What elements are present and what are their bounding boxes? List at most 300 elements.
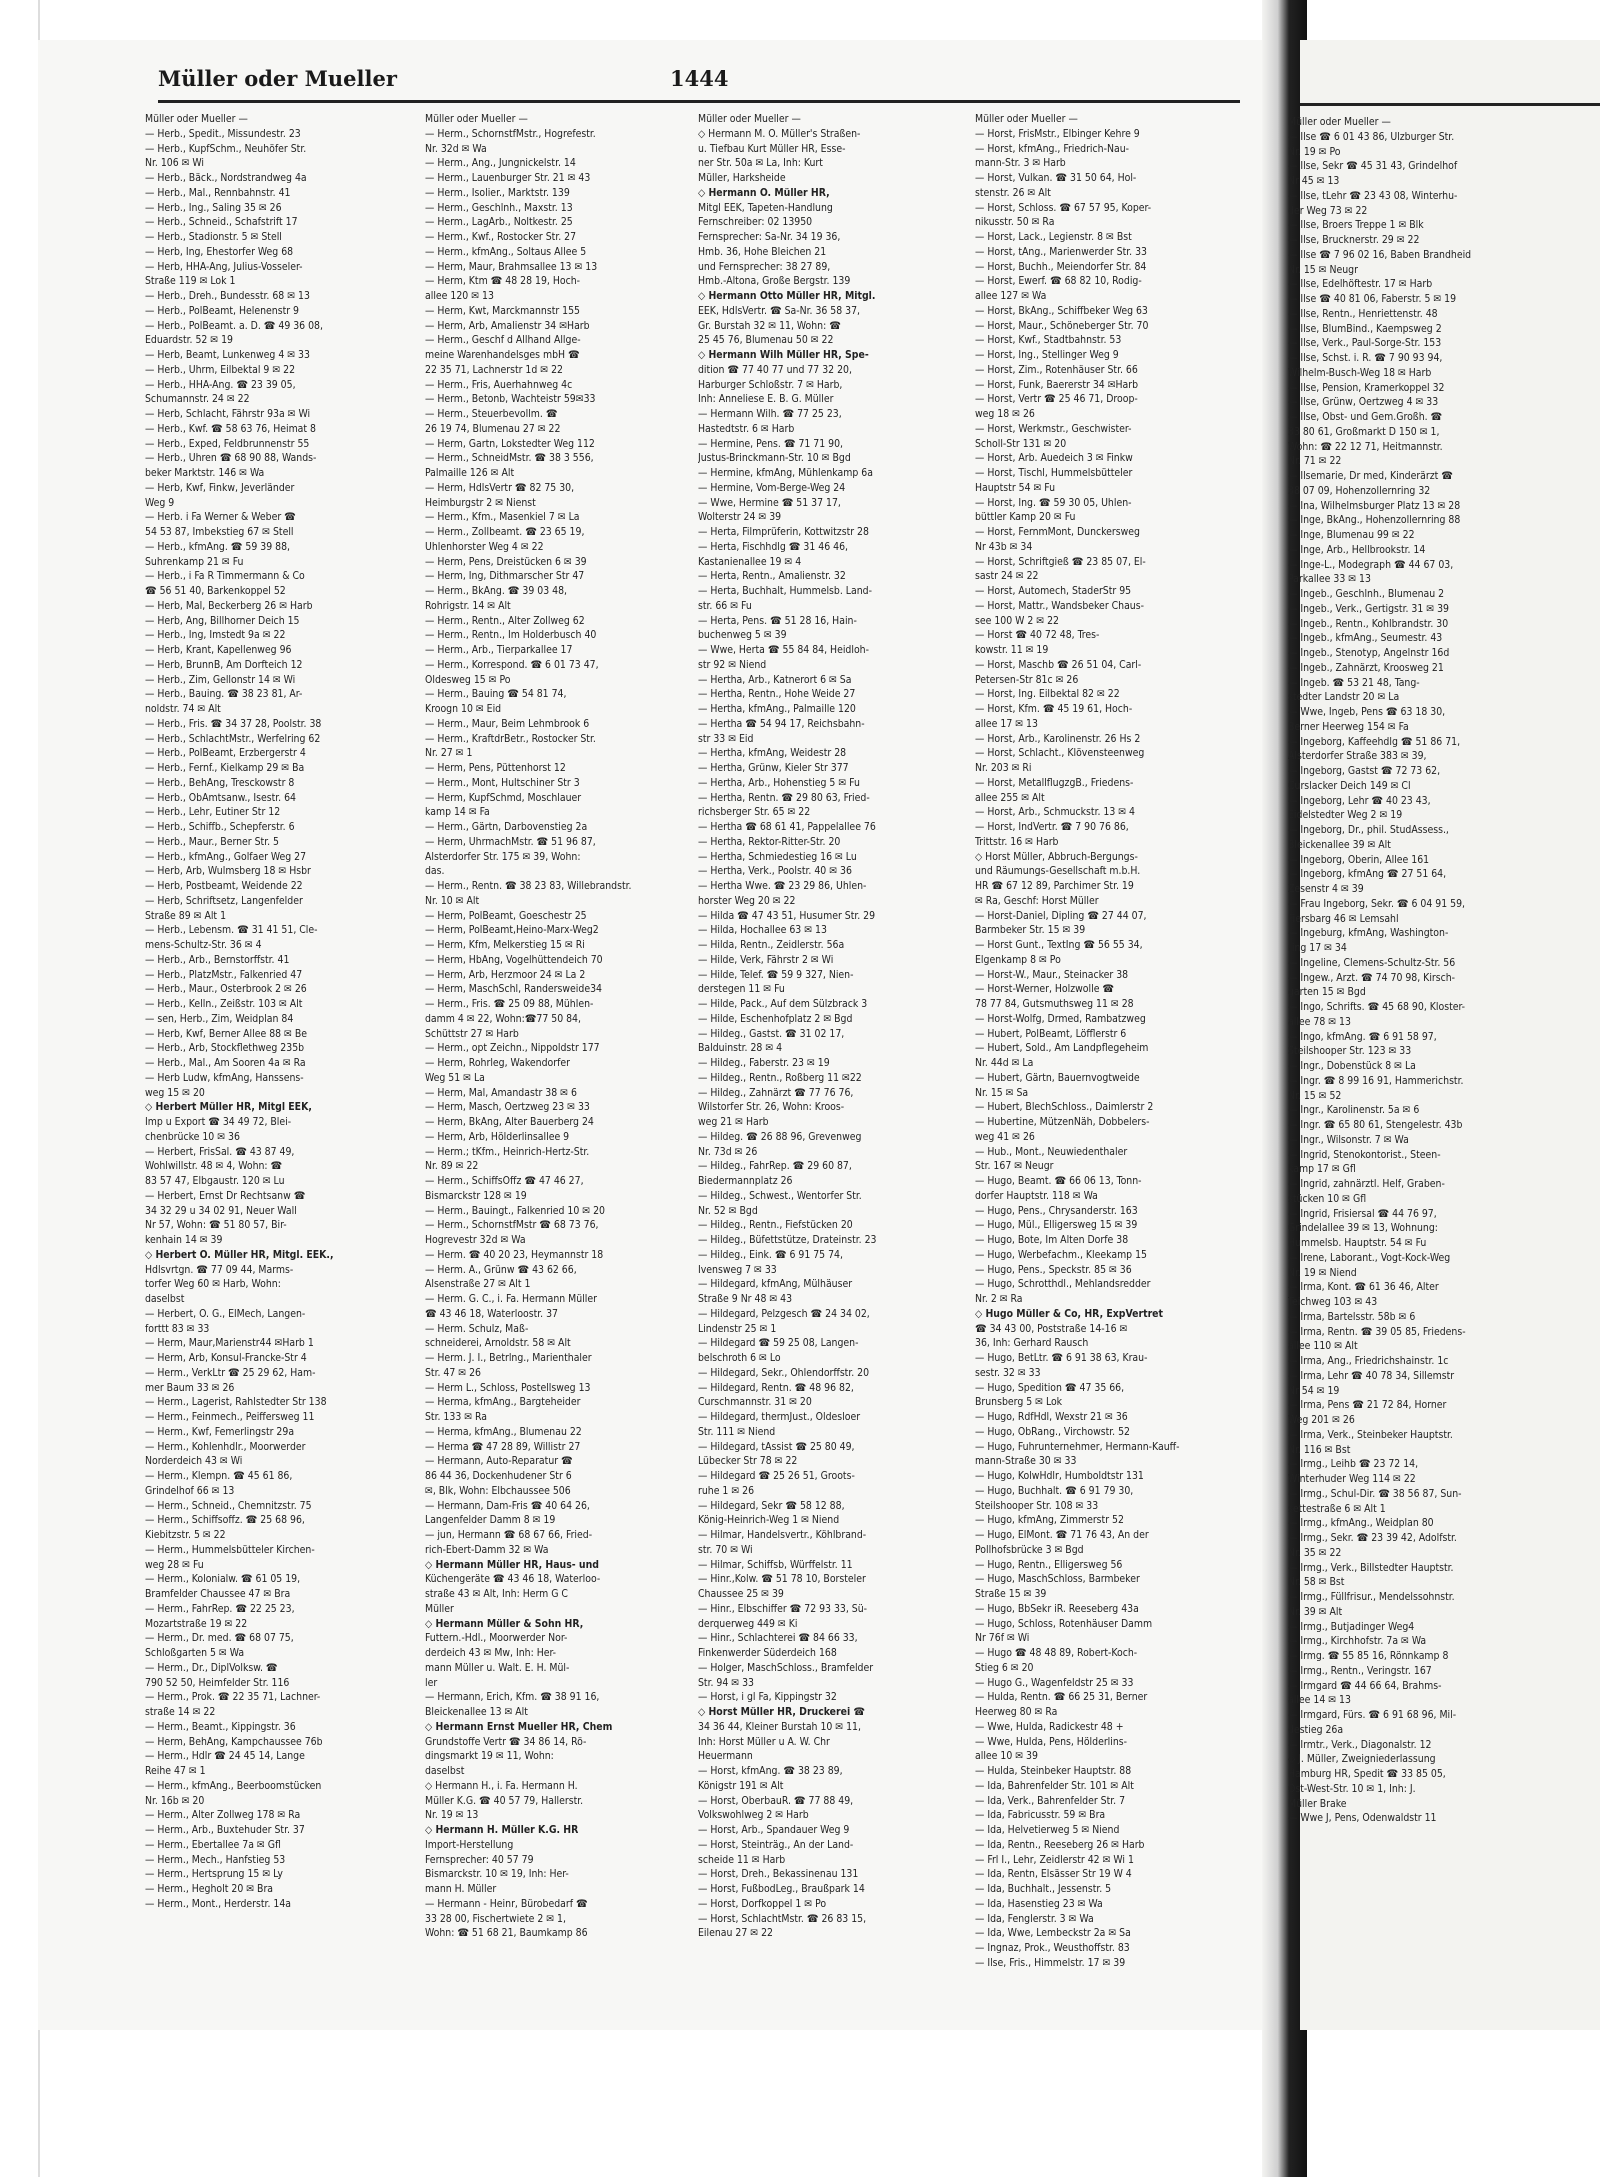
directory-entry-line: Wohlwillstr. 48 ✉ 4, Wohn: ☎ [145,1160,283,1173]
directory-entry-line: — Hildeg., Rentn., Roßberg 11 ✉22 [698,1071,862,1084]
directory-entry-line: Müller Brake [1288,1797,1347,1810]
directory-entry-line: Fiersbarg 46 ✉ Lemsahl [1288,912,1399,925]
directory-entry-line: — Horst, Arb., Spandauer Weg 9 [698,1824,850,1836]
directory-entry-line: — Hildegard ☎ 25 26 51, Groots- [698,1470,855,1482]
directory-entry-line: — Ina, Wilhelmsburger Platz 13 ✉ 28 [1288,499,1461,512]
directory-entry-line: — Herb, Schlacht, Fährstr 93a ✉ Wi [145,408,311,420]
directory-entry-line: — Hildegard, Rentn. ☎ 48 96 82, [698,1381,854,1394]
directory-entry-line: — Ingeburg, kfmAng, Washington- [1288,927,1449,940]
directory-entry-line: Fernschreiber: 02 13950 [698,216,813,229]
directory-entry-line: — Frau Ingeborg, Sekr. ☎ 6 04 91 59, [1288,897,1465,910]
directory-entry-line: — Ingr. ☎ 8 99 16 91, Hammerichstr. [1288,1074,1464,1087]
directory-entry-line: Heuermann [698,1750,753,1763]
directory-entry-line: — Ida, Buchhalt., Jessenstr. 5 [975,1883,1112,1895]
directory-entry-line: EEK, HdlsVertr. ☎ Sa-Nr. 36 58 37, [698,304,861,317]
directory-entry-line: — Irma, Ang., Friedrichshainstr. 1c [1288,1355,1449,1367]
directory-entry-line: beker Marktstr. 146 ✉ Wa [145,467,265,479]
directory-entry-line: Rohrigstr. 14 ✉ Alt [425,599,511,612]
directory-entry-line: — Herb., i Fa R Timmermann & Co [145,570,305,583]
directory-entry-line: Str. 167 ✉ Neugr [975,1160,1054,1173]
directory-entry-line: Müller, Harksheide [698,172,786,184]
directory-entry-line: — Herm., Hummelsbütteler Kirchen- [145,1543,315,1556]
directory-entry-line: 38 07 09, Hohenzollernring 32 [1288,484,1431,497]
directory-entry-line: — Herm., SchornstfMstr., Hogrefestr. [425,127,596,140]
directory-entry-line: kamp 14 ✉ Fa [425,806,490,819]
directory-entry-line: — Herb, Ing, Ehestorfer Weg 68 [145,245,294,258]
directory-entry-line: — Wwe, Herta ☎ 55 84 84, Heidloh- [698,644,869,656]
directory-entry-line: weg 21 ✉ Harb [698,1116,769,1128]
column-continuation-head: Müller oder Mueller — [145,113,248,125]
directory-entry-line: — Herb., Spedit., Missundestr. 23 [145,127,301,140]
directory-entry-line: — Horst-W., Maur., Steinacker 38 [975,968,1129,981]
directory-entry-line: büttler Kamp 20 ✉ Fu [975,511,1076,524]
directory-entry-line: — Herm., Hdlr ☎ 24 45 14, Lange [145,1750,305,1763]
directory-entry-line: Nr 57, Wohn: ☎ 51 80 57, Bir- [145,1219,287,1232]
directory-entry-line: Nr. 32d ✉ Wa [425,142,487,155]
directory-entry-line: — Herbert, FrisSal. ☎ 43 87 49, [145,1145,295,1158]
scan-left-margin [0,0,40,2177]
directory-entry-line: settestraße 6 ✉ Alt 1 [1288,1502,1386,1515]
directory-entry-line: — Herm., Lagerist, Rahlstedter Str 138 [145,1396,327,1409]
directory-entry-line: Heimburgstr 2 ✉ Nienst [425,496,536,509]
directory-entry-line: — Frl I., Lehr, Zeidlerstr 42 ✉ Wi 1 [975,1853,1134,1866]
directory-entry-line: — Hertha, kfmAng, Weidestr 28 [698,747,847,760]
directory-entry-line: — Ida, Bahrenfelder Str. 101 ✉ Alt [975,1779,1134,1792]
directory-entry-line: — Hugo, Mül., Elligersweg 15 ✉ 39 [975,1219,1138,1232]
directory-entry-line: Grindelallee 39 ✉ 13, Wohnung: [1288,1222,1438,1235]
directory-entry-line: — Ilse, Verk., Paul-Sorge-Str. 153 [1288,337,1442,350]
directory-entry-line: Nr. 10 ✉ Alt [425,894,480,907]
directory-entry-line: — Herm., Schneid., Chemnitzstr. 75 [145,1499,312,1512]
directory-entry-line: — Horst, Ing., Stellinger Weg 9 [975,349,1119,361]
directory-entry-line: — Ingew., Arzt. ☎ 74 70 98, Kirsch- [1288,971,1456,984]
directory-entry-line: — Herb., Lehr, Eutiner Str 12 [145,806,281,819]
directory-entry-line: — Horst, Lack., Legienstr. 8 ✉ Bst [975,231,1132,243]
directory-entry-line: — Hugo, KolwHdlr, Humboldtstr 131 [975,1470,1144,1482]
directory-entry-line: — Hilda, Hochallee 63 ✉ 13 [698,924,827,937]
directory-entry-line: — Herb., Zim, Gellonstr 14 ✉ Wi [145,673,296,686]
directory-entry-line: ◇ Hermann Otto Müller HR, Mitgl. [698,290,876,302]
directory-entry-line: — Herm., SchiffsOffz ☎ 47 46 27, [425,1175,584,1187]
directory-entry-line: — Horst, Automech, StaderStr 95 [975,585,1132,597]
directory-entry-line: kenhain 14 ✉ 39 [145,1234,223,1246]
directory-entry-line: Gr. Burstah 32 ✉ 11, Wohn: ☎ [698,319,841,332]
directory-entry-line: — Herm., Kwf., Rostocker Str. 27 [425,231,577,243]
directory-entry-line: Nr. 15 ✉ Sa [975,1086,1029,1099]
directory-entry-line: Nr. 39 ✉ Alt [1288,1605,1343,1618]
directory-entry-line: — Horst, Mattr., Wandsbeker Chaus- [975,599,1144,612]
directory-entry-line: Weg 201 ✉ 26 [1288,1414,1355,1426]
directory-entry-line: — Herm, Kwt, Marckmannstr 155 [425,304,581,317]
directory-entry-line: ring 17 ✉ 34 [1288,942,1347,954]
directory-entry-line: — Ilse, Edelhöftestr. 17 ✉ Harb [1288,278,1433,291]
directory-entry-line: sestr. 32 ✉ 33 [975,1366,1041,1379]
directory-entry-line: — Herm., Zollbeamt. ☎ 23 65 19, [425,526,585,538]
directory-entry-line: — Irmg., Schul-Dir. ☎ 38 56 87, Sun- [1288,1487,1462,1500]
directory-entry-line: — Herm., Geschlnh., Maxstr. 13 [425,201,573,214]
directory-entry-line: Küchengeräte ☎ 43 46 18, Waterloo- [425,1573,601,1586]
directory-entry-line: Ost-West-Str. 10 ✉ 1, Inh: J. [1288,1782,1416,1795]
directory-entry-line: — Hildeg., Büfettstütze, Drateinstr. 23 [698,1234,877,1246]
directory-entry-line: — Herm., opt Zeichn., Nippoldstr 177 [425,1042,600,1055]
directory-entry-line: Curslacker Deich 149 ✉ Cl [1288,779,1411,792]
directory-entry-line: — Ida, Fenglerstr. 3 ✉ Wa [975,1912,1094,1925]
directory-entry-line: Straße 119 ✉ Lok 1 [145,275,236,288]
directory-entry-line: — Herb., PlatzMstr., Falkenried 47 [145,968,303,981]
directory-entry-line: — Hildeg., Zahnärzt ☎ 77 76 76, [698,1086,854,1099]
directory-entry-line: torfer Weg 60 ✉ Harb, Wohn: [145,1278,281,1291]
directory-entry-line: — Hubertine, MützenNäh, Dobbelers- [975,1116,1150,1128]
directory-entry-line: — Herm., kfmAng., Beerboomstücken [145,1779,322,1792]
directory-entry-line: der Weg 73 ✉ 22 [1288,204,1368,217]
directory-entry-line: mann H. Müller [425,1883,497,1895]
directory-entry-line: — Hildegard, kfmAng, Mülhäuser [698,1278,853,1291]
directory-entry-line: Straße 15 ✉ 39 [975,1588,1047,1600]
directory-entry-line: — Herm., Bauingt., Falkenried 10 ✉ 20 [425,1204,605,1217]
directory-entry-line: — Hugo, Rentn., Elligersweg 56 [975,1558,1123,1571]
directory-entry-line: Palmaille 126 ✉ Alt [425,467,515,479]
directory-entry-line: — Herm, Arb, Amalienstr 34 ✉Harb [425,319,590,332]
directory-entry-line: — Ilse, Rentn., Henriettenstr. 48 [1288,307,1438,320]
directory-entry-line: — Irmg., Füllfrisur., Mendelssohnstr. [1288,1591,1455,1603]
directory-entry-line: Nr. 71 ✉ 22 [1288,455,1342,468]
directory-entry-line: — Horst, Arb. Auedeich 3 ✉ Finkw [975,452,1133,465]
directory-entry-line: — Herm., Schiffsoffz. ☎ 25 68 96, [145,1514,305,1527]
directory-entry-line: — Herm., Maur, Beim Lehmbrook 6 [425,717,590,730]
directory-entry-line: — Irmg., Leihb ☎ 23 72 14, [1288,1458,1419,1471]
column-continuation-head: Müller oder Mueller — [698,113,801,125]
directory-entry-line: Alsterdorfer Straße 383 ✉ 39, [1288,750,1427,763]
directory-entry-line: ◇ Hermann O. Müller HR, [698,186,830,199]
directory-entry-line: — Hertha, Rentn., Hohe Weide 27 [698,688,856,701]
directory-entry-line: Nr. 116 ✉ Bst [1288,1443,1351,1456]
directory-entry-line: — Herm, Ktm ☎ 48 28 19, Hoch- [425,275,581,288]
directory-entry-line: — Hildeg. ☎ 26 88 96, Grevenweg [698,1130,862,1143]
directory-entry-line: — Hermann, Auto-Reparatur ☎ [425,1455,573,1468]
directory-entry-line: — Herma, kfmAng., Blumenau 22 [425,1425,582,1438]
directory-entry-line: allee 14 ✉ 13 [1288,1694,1351,1707]
directory-entry-line: Hdlsvrtgn. ☎ 77 09 44, Marms- [145,1263,294,1276]
directory-entry-line: — Hildeg., Rentn., Fiefstücken 20 [698,1219,853,1232]
directory-entry-line: — Herb., Mal., Rennbahnstr. 41 [145,186,291,199]
directory-entry-line: — Hulda, Steinbeker Hauptstr. 88 [975,1765,1132,1777]
directory-entry-line: — Hildegard ☎ 59 25 08, Langen- [698,1337,859,1350]
directory-entry-line: — Hilde, Verk, Fährstr 2 ✉ Wi [698,953,834,966]
directory-entry-line: Nr. 2 ✉ Ra [975,1293,1023,1305]
directory-entry-line: Hmb.-Altona, Große Bergstr. 139 [698,275,851,288]
directory-entry-line: — Herm., Fris, Auerhahnweg 4c [425,378,573,391]
directory-entry-line: König-Heinrich-Weg 1 ✉ Niend [698,1514,840,1527]
directory-entry-line: — Herm., Rentn., Alter Zollweg 62 [425,614,585,627]
directory-entry-line: Parkallee 33 ✉ 13 [1288,573,1371,586]
directory-entry-line: Nr. 106 ✉ Wi [145,157,205,170]
directory-entry-line: — Herb., Ing, Imstedt 9a ✉ 22 [145,629,286,642]
entry-column-2 [425,112,697,2022]
directory-entry-line: Nr 54 ✉ 19 [1288,1384,1340,1397]
directory-entry-line: Uhlenhorster Weg 4 ✉ 22 [425,540,544,553]
directory-entry-line: — Horst, Kfm. ☎ 45 19 61, Hoch- [975,703,1133,715]
directory-entry-line: daselbst [145,1293,185,1305]
directory-entry-line: — Herbert, O. G., ElMech, Langen- [145,1307,306,1320]
directory-entry-line: — Hilde, Pack., Auf dem Sülzbrack 3 [698,998,868,1010]
directory-entry-line: — Herb., Stadionstr. 5 ✉ Stell [145,231,282,243]
directory-entry-line: — Herm., Steuerbevollm. ☎ [425,408,558,420]
directory-entry-line: Volkswohlweg 2 ✉ Harb [698,1809,809,1822]
directory-entry-line: — Herm, Arb, Herzmoor 24 ✉ La 2 [425,968,586,981]
directory-entry-line: — Herm. Schulz, Maß- [425,1322,529,1335]
entry-column-1 [145,112,417,2022]
directory-entry-line: — Herm., Hegholt 20 ✉ Bra [145,1883,274,1895]
directory-entry-line: — Wwe, Ingeb, Pens ☎ 63 18 30, [1288,706,1446,718]
column-continuation-head: Müller oder Mueller — [975,113,1078,125]
directory-entry-line: — Horst, Werkmstr., Geschwister- [975,422,1132,435]
directory-entry-line: weg 28 ✉ Fu [145,1558,204,1571]
directory-entry-line: — Inge, Blumenau 99 ✉ 22 [1288,529,1415,541]
directory-entry-line: — Herma, kfmAng., Bargteheider [425,1396,581,1409]
directory-entry-line: — Ingeborg, Gastst ☎ 72 73 62, [1288,765,1441,777]
directory-entry-line: — Herm, BkAng, Alter Bauerberg 24 [425,1116,594,1128]
directory-entry-line: — Herb., Bauing. ☎ 38 23 81, Ar- [145,688,303,701]
directory-entry-line: — Horst, i gl Fa, Kippingstr 32 [698,1691,837,1704]
directory-entry-line: Winterhuder Weg 114 ✉ 22 [1288,1473,1416,1485]
directory-entry-line: — Irmgard ☎ 44 66 64, Brahms- [1288,1679,1442,1692]
directory-entry-line: Nr. 203 ✉ Ri [975,762,1032,774]
directory-entry-line: — Irmg., Kirchhofstr. 7a ✉ Wa [1288,1635,1427,1648]
directory-entry-line: — Inge, BkAng., Hohenzollernring 88 [1288,514,1461,527]
directory-entry-line: — Herb, HHA-Ang, Julius-Vosseler- [145,260,303,273]
directory-entry-line: Eduardstr. 52 ✉ 19 [145,334,233,347]
directory-entry-line: allee 10 ✉ 39 [975,1750,1038,1763]
directory-entry-line: Curschmannstr. 31 ✉ 20 [698,1396,812,1409]
directory-entry-line: Schloßgarten 5 ✉ Wa [145,1647,245,1659]
directory-entry-line: — Horst, Funk, Baererstr 34 ✉Harb [975,378,1139,391]
directory-entry-line: — Ingeline, Clemens-Schultz-Str. 56 [1288,956,1456,969]
directory-entry-line: — Ingr., Wilsonstr. 7 ✉ Wa [1288,1133,1409,1146]
directory-entry-line: — Herm. G. C., i. Fa. Hermann Müller [425,1293,597,1305]
directory-entry-line: — Ingr. ☎ 65 80 61, Stengelestr. 43b [1288,1119,1463,1131]
directory-entry-line: ◇ Hermann Müller HR, Haus- und [425,1558,599,1571]
directory-entry-line: — Hulda, Rentn. ☎ 66 25 31, Berner [975,1691,1148,1704]
directory-entry-line: — Herm, Rohrleg, Wakendorfer [425,1057,570,1069]
directory-entry-line: derdeich 43 ✉ Mw, Inh: Her- [425,1647,557,1659]
directory-entry-line: 78 77 84, Gutsmuthsweg 11 ✉ 28 [975,998,1134,1010]
directory-entry-line: — Ilse ☎ 7 96 02 16, Baben Brandheid [1288,248,1472,261]
directory-entry-line: scheide 11 ✉ Harb [698,1853,786,1866]
directory-entry-line: HR ☎ 67 12 89, Parchimer Str. 19 [975,880,1134,892]
directory-entry-line: — Hildeg., FahrRep. ☎ 29 60 87, [698,1160,852,1173]
directory-entry-line: — Hugo, Beamt. ☎ 66 06 13, Tonn- [975,1175,1142,1187]
directory-entry-line: — Horst, Arb., Karolinenstr. 26 Hs 2 [975,732,1141,745]
directory-entry-line: Müller [425,1602,454,1615]
directory-entry-line: — Hubert, Gärtn, Bauernvogtweide [975,1071,1140,1084]
directory-entry-line: Petersen-Str 81c ✉ 26 [975,673,1079,686]
directory-entry-line: — Herm, Gartn, Lokstedter Weg 112 [425,437,595,450]
directory-entry-line: — Herm, HdlsVertr ☎ 82 75 30, [425,481,575,494]
directory-entry-line: — Holger, MaschSchloss., Bramfelder [698,1661,874,1674]
directory-entry-line: — Herm., Ang., Jungnickelstr. 14 [425,157,576,170]
page-header [158,60,1238,102]
directory-entry-line: — Herm., Lauenburger Str. 21 ✉ 43 [425,172,591,184]
directory-entry-line: u. Tiefbau Kurt Müller HR, Esse- [698,142,846,155]
directory-entry-line: Brunsberg 5 ✉ Lok [975,1396,1063,1409]
directory-entry-line: Str. 111 ✉ Niend [698,1425,776,1438]
directory-entry-line: — Irmg., Rentn., Veringstr. 167 [1288,1664,1432,1677]
directory-entry-line: — Hilde, Eschenhofplatz 2 ✉ Bgd [698,1012,853,1025]
directory-entry-line: — Hub., Mont., Neuwiedenthaler [975,1145,1128,1158]
directory-entry-line: Hamburg HR, Spedit ☎ 33 85 05, [1288,1768,1446,1780]
directory-entry-line: — Herm., Dr. med. ☎ 68 07 75, [145,1632,294,1645]
directory-entry-line: — Herma ☎ 47 28 89, Willistr 27 [425,1440,581,1453]
directory-entry-line: ◇ J. Müller, Zweigniederlassung [1288,1753,1436,1766]
directory-entry-line: — Herm., Feinmech., Peiffersweg 11 [145,1411,315,1423]
directory-entry-line: — Ingr., Karolinenstr. 5a ✉ 6 [1288,1104,1420,1117]
directory-entry-line: Finkenwerder Süderdeich 168 [698,1647,837,1659]
directory-entry-line: — Hugo, Werbefachm., Kleekamp 15 [975,1248,1147,1261]
directory-entry-line: Wolterstr 24 ✉ 39 [698,511,782,524]
directory-entry-line: — Herm. ☎ 40 20 23, Heymannstr 18 [425,1248,604,1261]
directory-entry-line: — Herb., Schneid., Schafstrift 17 [145,216,298,229]
directory-entry-line: ◇ Hermann H., i. Fa. Hermann H. [425,1779,578,1792]
directory-entry-line: Nr. 15 ✉ Neugr [1288,263,1358,276]
directory-entry-line: — Ilse, Obst- und Gem.Großh. ☎ [1288,411,1443,423]
directory-entry-line: — Ilse, Fris., Himmelstr. 17 ✉ 39 [975,1956,1126,1969]
directory-entry-line: Trittstr. 16 ✉ Harb [975,835,1059,848]
directory-entry-line: — Herm., Ebertallee 7a ✉ Gfl [145,1838,281,1851]
directory-entry-line: Nr. 27 ✉ 1 [425,747,473,760]
directory-entry-line: — Herb., Dreh., Bundesstr. 68 ✉ 13 [145,290,310,302]
directory-entry-line: — Hertha, Verk., Poolstr. 40 ✉ 36 [698,865,852,878]
directory-entry-line: — Ingeb., Geschlnh., Blumenau 2 [1288,588,1445,600]
directory-entry-line: ◇ Horst Müller, Abbruch-Bergungs- [975,850,1138,863]
directory-entry-line: Grundstoffe Vertr ☎ 34 86 14, Rö- [425,1735,587,1748]
directory-entry-line: — Hilmar, Handelsvertr., Köhlbrand- [698,1529,867,1541]
directory-entry-line: — Hubert, PolBeamt, Löfflerstr 6 [975,1027,1127,1040]
directory-entry-line: Harburger Schloßstr. 7 ✉ Harb, [698,378,843,391]
directory-entry-line: Reihe 47 ✉ 1 [145,1765,206,1777]
directory-entry-line: allee 78 ✉ 13 [1288,1015,1351,1028]
directory-entry-line: — Ingeb. ☎ 53 21 48, Tang- [1288,676,1420,689]
directory-entry-line: allee 17 ✉ 13 [975,717,1038,730]
directory-entry-line: dition ☎ 77 40 77 und 77 32 20, [698,363,852,376]
directory-entry-line: — Herm, UhrmachMstr. ☎ 51 96 87, [425,835,596,848]
directory-entry-line: — Hertha, Schmiedestieg 16 ✉ Lu [698,850,857,863]
directory-entry-line: — Hugo, Bote, Im Alten Dorfe 38 [975,1234,1129,1246]
directory-entry-line: — Herb., Maur., Osterbrook 2 ✉ 26 [145,983,307,996]
directory-entry-line: ner Str. 50a ✉ La, Inh: Kurt [698,157,823,170]
directory-entry-line: derquerweg 449 ✉ Ki [698,1617,798,1630]
directory-entry-line: — Hugo, BbSekr iR. Reeseberg 43a [975,1602,1139,1615]
directory-entry-line: str. 66 ✉ Fu [698,599,752,612]
directory-entry-line: — Herm., LagArb., Noltkestr. 25 [425,216,573,229]
directory-entry-line: — Herb, Kwf, Finkw, Jeverländer [145,481,295,494]
directory-entry-line: — Hinr., Elbschiffer ☎ 72 93 33, Sü- [698,1602,868,1615]
directory-entry-line: 36, Inh: Gerhard Rausch [975,1337,1089,1350]
directory-entry-line: horster Weg 20 ✉ 22 [698,894,796,907]
directory-entry-line: Kastanienallee 19 ✉ 4 [698,555,802,568]
directory-entry-line: — Hermann, Dam-Fris ☎ 40 64 26, [425,1499,590,1512]
directory-entry-line: mann-Str. 3 ✉ Harb [975,157,1066,170]
directory-entry-line: — Irmg. ☎ 55 85 16, Rönnkamp 8 [1288,1650,1449,1662]
directory-entry-line: Pollhofsbrücke 3 ✉ Bgd [975,1543,1084,1556]
directory-entry-line: — Irmg., Sekr. ☎ 23 39 42, Adolfstr. [1288,1532,1457,1544]
directory-entry-line: Alsterdorfer Str. 175 ✉ 39, Wohn: [425,850,581,863]
directory-entry-line: — Horst, Maur., Schöneberger Str. 70 [975,319,1149,332]
directory-entry-line: — Herb., kfmAng. ☎ 59 39 88, [145,540,290,553]
directory-entry-line: Steilshooper Str. 123 ✉ 33 [1288,1045,1412,1058]
directory-entry-line: — Hugo, ObRang., Virchowstr. 52 [975,1425,1130,1438]
directory-entry-line: — Herm., Kolonialw. ☎ 61 05 19, [145,1573,301,1586]
directory-entry-line: — Horst, MetallflugzgB., Friedens- [975,776,1134,789]
directory-entry-line: — Hugo G., Wagenfeldstr 25 ✉ 33 [975,1676,1134,1689]
directory-entry-line: — Herm., Geschf d Allhand Allge- [425,334,581,347]
directory-entry-line: ler [425,1676,438,1689]
directory-entry-line: — Horst-Wolfg, Drmed, Rambatzweg [975,1012,1146,1025]
directory-entry-line: Hauptstr 54 ✉ Fu [975,481,1056,494]
directory-entry-line: — Hilda ☎ 47 43 51, Husumer Str. 29 [698,909,876,922]
directory-entry-line: — Ingr., Dobenstück 8 ✉ La [1288,1060,1416,1072]
directory-entry-line: Nr. 16b ✉ 20 [145,1794,205,1807]
directory-entry-line: — Horst, Dorfkoppel 1 ✉ Po [698,1897,827,1910]
directory-entry-line: Bleickenallee 13 ✉ Alt [425,1706,528,1718]
directory-entry-line: richsberger Str. 65 ✉ 22 [698,806,811,819]
directory-entry-line: — Herta, Fischhdlg ☎ 31 46 46, [698,540,848,553]
directory-entry-line: — Hubert, BlechSchloss., Daimlerstr 2 [975,1101,1154,1114]
directory-entry-line: — Herb., BehAng, Tresckowstr 8 [145,776,295,789]
directory-entry-line: Ivensweg 7 ✉ 33 [698,1263,777,1276]
directory-entry-line: ◇ Hermann M. O. Müller's Straßen- [698,127,861,140]
directory-entry-line: — Irma, Pens ☎ 21 72 84, Horner [1288,1399,1447,1412]
directory-entry-line: destieg 26a [1288,1723,1344,1736]
directory-entry-line: — Ingrid, Stenokontorist., Steen- [1288,1148,1441,1161]
directory-entry-line: — Herm., Bauing ☎ 54 81 74, [425,688,567,701]
directory-entry-line: — Herb., Uhrm, Eilbektal 9 ✉ 22 [145,363,296,376]
directory-entry-line: Grindelhof 66 ✉ 13 [145,1484,235,1497]
directory-entry-line: — Ingeborg, Kaffeehdlg ☎ 51 86 71, [1288,735,1461,748]
directory-entry-line: — Herm., Mech., Hanfstieg 53 [145,1853,286,1866]
directory-entry-line: ◇ Horst Müller HR, Druckerei ☎ [698,1706,866,1718]
directory-entry-line: ◇ Hermann Ernst Mueller HR, Chem [425,1720,613,1733]
directory-entry-line: — Hildegard, tAssist ☎ 25 80 49, [698,1440,855,1453]
directory-entry-line: — Horst, IndVertr. ☎ 7 90 76 86, [975,821,1129,833]
directory-entry-line: Biedermannplatz 26 [698,1175,793,1187]
directory-entry-line: — Herb. i Fa Werner & Weber ☎ [145,511,296,524]
directory-entry-line: Wohn: ☎ 22 12 71, Heitmannstr. [1288,440,1443,453]
directory-entry-line: ☎ 56 51 40, Barkenkoppel 52 [145,585,286,597]
directory-entry-line: — Herm, Pens, Püttenhorst 12 [425,762,566,774]
directory-entry-line: Futtern.-Hdl., Moorwerder Nor- [425,1632,568,1645]
directory-entry-line: weg 15 ✉ 20 [145,1086,205,1099]
directory-entry-line: — Ingeb., kfmAng., Seumestr. 43 [1288,632,1443,645]
directory-entry-line: ◇ Hermann Müller & Sohn HR, [425,1617,584,1630]
directory-entry-line: — Hugo, Schrotthdl., Mehlandsredder [975,1278,1151,1291]
directory-entry-line: derstegen 11 ✉ Fu [698,983,785,996]
directory-entry-line: — Herm., SchornstfMstr ☎ 68 73 76, [425,1219,599,1232]
directory-entry-line: — Wwe, Hulda, Radickestr 48 + [975,1720,1124,1733]
directory-entry-line: kowstr. 11 ✉ 19 [975,644,1049,656]
directory-entry-line: — Hermine, kfmAng, Mühlenkamp 6a [698,467,873,479]
directory-entry-line: — Herb Ludw, kfmAng, Hanssens- [145,1071,304,1084]
directory-entry-line: Hogrevestr 32d ✉ Wa [425,1234,526,1246]
directory-entry-line: — Horst, Vulkan. ☎ 31 50 64, Hol- [975,172,1137,184]
directory-entry-line: 33 28 00, Fischertwiete 2 ✉ 1, [425,1912,566,1925]
directory-entry-line: Chaussee 25 ✉ 39 [698,1588,784,1600]
directory-entry-line: Alsenstraße 27 ✉ Alt 1 [425,1278,531,1291]
directory-entry-line: — Herm., Mont, Hultschiner Str 3 [425,776,580,789]
directory-entry-line: chenbrücke 10 ✉ 36 [145,1130,240,1143]
directory-entry-line: — Irmtr., Verk., Diagonalstr. 12 [1288,1738,1432,1751]
directory-entry-line: Bramfelder Chaussee 47 ✉ Bra [145,1588,291,1600]
directory-entry-line: — Hildegard, Sekr ☎ 58 12 88, [698,1499,845,1512]
